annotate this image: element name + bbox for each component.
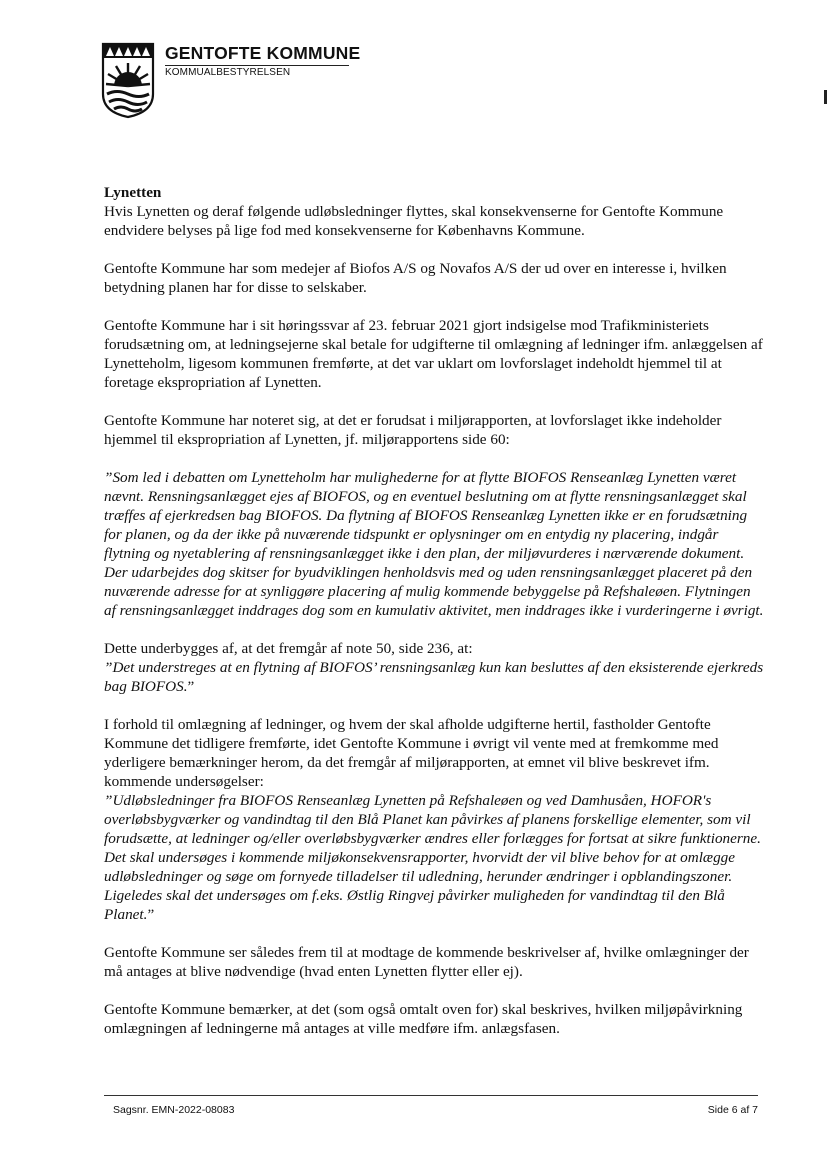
footer-rule — [104, 1095, 758, 1096]
quote-note-50-close: ” — [187, 678, 195, 695]
letterhead-rule — [165, 65, 349, 66]
paragraph-4: Gentofte Kommune har noteret sig, at det er forudsat i miljørapporten, at lovforslaget ikke indeholder hjemmel til ekspropriation af Lynetten, jf. miljørapportens side 60: — [104, 412, 722, 448]
organization-subtitle: KOMMUALBESTYRELSEN — [165, 67, 291, 78]
paragraph-8: Gentofte Kommune bemærker, at det (som også omtalt oven for) skal beskrives, hvilken miljøpåvirkning omlægningen af ledningerne må antages at ville medføre ifm. anlægsfasen. — [104, 1001, 743, 1037]
quote-udloebsledninger — [104, 791, 764, 924]
letterhead — [165, 43, 360, 79]
paragraph-2: Gentofte Kommune har som medejer af Biofos A/S og Novafos A/S der ud over en interesse i, hvilken betydning planen har for disse to selskaber. — [104, 260, 727, 296]
paragraph-6: I forhold til omlægning af ledninger, og hvem der skal afholde udgifterne hertil, fastholder Gentofte Kommune det tidligere fremførte, idet Gentofte Kommune i øvrigt vil vente med at fremkomme med yderligere bemærkninger herom, da det fremgår af miljørapporten, at emnet vil blive beskrevet ifm. kommende undersøgelser: — [104, 716, 719, 790]
paragraph-5: Dette underbygges af, at det fremgår af note 50, side 236, at: — [104, 640, 473, 657]
quote-udloebsledninger-close: ” — [147, 906, 155, 923]
paragraph-3: Gentofte Kommune har i sit høringssvar af 23. februar 2021 gjort indsigelse mod Trafikministeriets forudsætning om, at ledningsejerne skal betale for udgifterne til omlægning af ledninger ifm. anlæggelsen af Lynetteholm, ligesom kommunen fremførte, at det var uklart om lovforslaget indeholdt hjemmel til at foretage ekspropriation af Lynetten. — [104, 317, 763, 391]
section-heading: Lynetten — [104, 184, 162, 201]
quote-udloebsledninger-text: ”Udløbsledninger fra BIOFOS Renseanlæg Lynetten på Refshaleøen og ved Damhusåen, HOFOR's overløbsbygværker og vandindtag til den Blå Planet kan påvirkes af planens forskellige elementer, som vil forudsætte, at ledninger og/eller overløbsbygværker ændres eller forlægges for fortsat at sikre funktionerne. Det skal undersøges i kommende miljøkonsekvensrapporter, hvorvidt der vil blive behov for at omlægge udløbsledninger og søge om fornyede tilladelser til udledning, herunder ændringer i opblandingszoner. Ligeledes skal det undersøges om f.eks. Østlig Ringvej påvirker muligheden for vandindtag til den Blå Planet. — [104, 792, 761, 923]
quote-note-50-text: ”Det understreges at en flytning af BIOFOS’ rensningsanlæg kun kan besluttes af den eksisterende ejerkreds bag BIOFOS. — [104, 659, 764, 695]
quote-miljoerapport-side-60: ”Som led i debatten om Lynetteholm har mulighederne for at flytte BIOFOS Renseanlæg Lynetten været nævnt. Rensningsanlægget ejes af BIOFOS, og en eventuel beslutning om at flytte rensningsanlægget skal træffes af ejerkredsen bag BIOFOS. Da flytning af BIOFOS Renseanlæg Lynetten ikke er en forudsætning for planen, og da der ikke på nuværende tidspunkt er oplysninger om en entydig ny placering, indgår flytning og nyetablering af rensningsanlægget ikke i den plan, der miljøvurderes i nærværende dokument. Der udarbejdes dog skitser for byudviklingen henholdsvis med og uden rensningsanlægget placeret på den nuværende adresse for at synliggøre placering af mulig kommende bebyggelse på Refshaleøen. Flytningen af rensningsanlægget inddrages dog som en kumulativ aktivitet, men inddrages ikke i vurderingerne i øvrigt. — [104, 469, 764, 619]
paragraph-7: Gentofte Kommune ser således frem til at modtage de kommende beskrivelser af, hvilke omlægninger der må antages at blive nødvendige (hvad enten Lynetten flytter eller ej). — [104, 944, 749, 980]
municipality-crest-logo — [101, 42, 155, 119]
paragraph-1: Hvis Lynetten og deraf følgende udløbsledninger flyttes, skal konsekvenserne for Gentofte Kommune endvidere belyses på lige fod med konsekvenserne for Københavns Kommune. — [104, 203, 724, 239]
case-number: Sagsnr. EMN-2022-08083 — [113, 1104, 235, 1116]
quote-note-50 — [104, 658, 764, 696]
document-body — [104, 183, 764, 1057]
page-number: Side 6 af 7 — [707, 1104, 758, 1116]
organization-name: GENTOFTE KOMMUNE — [165, 43, 361, 63]
